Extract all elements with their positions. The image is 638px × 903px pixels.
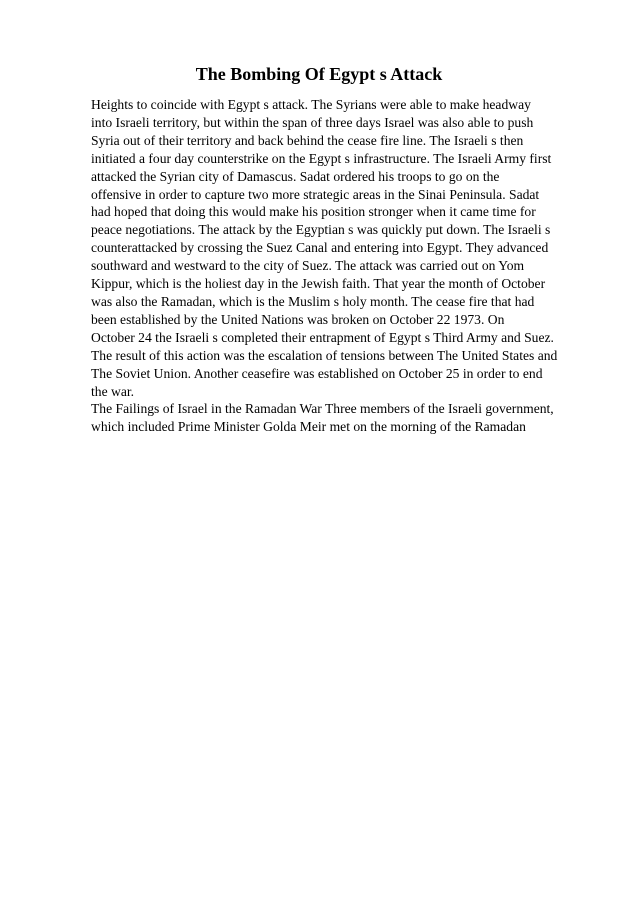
body-line: the war. bbox=[91, 383, 135, 399]
body-line: Syria out of their territory and back behind the cease fire line. The Israeli s then bbox=[91, 132, 524, 148]
body-line: October 24 the Israeli s completed their entrapment of Egypt s Third Army and Suez. bbox=[91, 329, 554, 345]
body-line: The Soviet Union. Another ceasefire was established on October 25 in order to end bbox=[91, 365, 543, 381]
body-line: which included Prime Minister Golda Meir met on the morning of the Ramadan bbox=[91, 419, 526, 435]
body-line: had hoped that doing this would make his position stronger when it came time for bbox=[91, 204, 536, 220]
document-body bbox=[91, 96, 591, 436]
body-line: Kippur, which is the holiest day in the Jewish faith. That year the month of October bbox=[91, 276, 546, 292]
body-line: The result of this action was the escalation of tensions between The United States and bbox=[91, 347, 558, 363]
body-line: counterattacked by crossing the Suez Canal and entering into Egypt. They advanced bbox=[91, 240, 549, 256]
body-line: The Failings of Israel in the Ramadan War Three members of the Israeli government, bbox=[91, 401, 554, 417]
document-title: The Bombing Of Egypt s Attack bbox=[195, 64, 443, 84]
body-line: into Israeli territory, but within the span of three days Israel was also able to push bbox=[91, 114, 534, 130]
body-line: been established by the United Nations was broken on October 22 1973. On bbox=[91, 311, 505, 327]
body-line: initiated a four day counterstrike on the Egypt s infrastructure. The Israeli Army first bbox=[91, 150, 552, 166]
body-line: peace negotiations. The attack by the Egyptian s was quickly put down. The Israeli s bbox=[91, 222, 551, 238]
body-line: was also the Ramadan, which is the Muslim s holy month. The cease fire that had bbox=[91, 293, 535, 309]
body-line: Heights to coincide with Egypt s attack. The Syrians were able to make headway bbox=[91, 97, 531, 112]
body-line: southward and westward to the city of Suez. The attack was carried out on Yom bbox=[91, 258, 525, 274]
body-line: attacked the Syrian city of Damascus. Sadat ordered his troops to go on the bbox=[91, 168, 500, 184]
body-line: offensive in order to capture two more strategic areas in the Sinai Peninsula. Sadat bbox=[91, 186, 540, 202]
